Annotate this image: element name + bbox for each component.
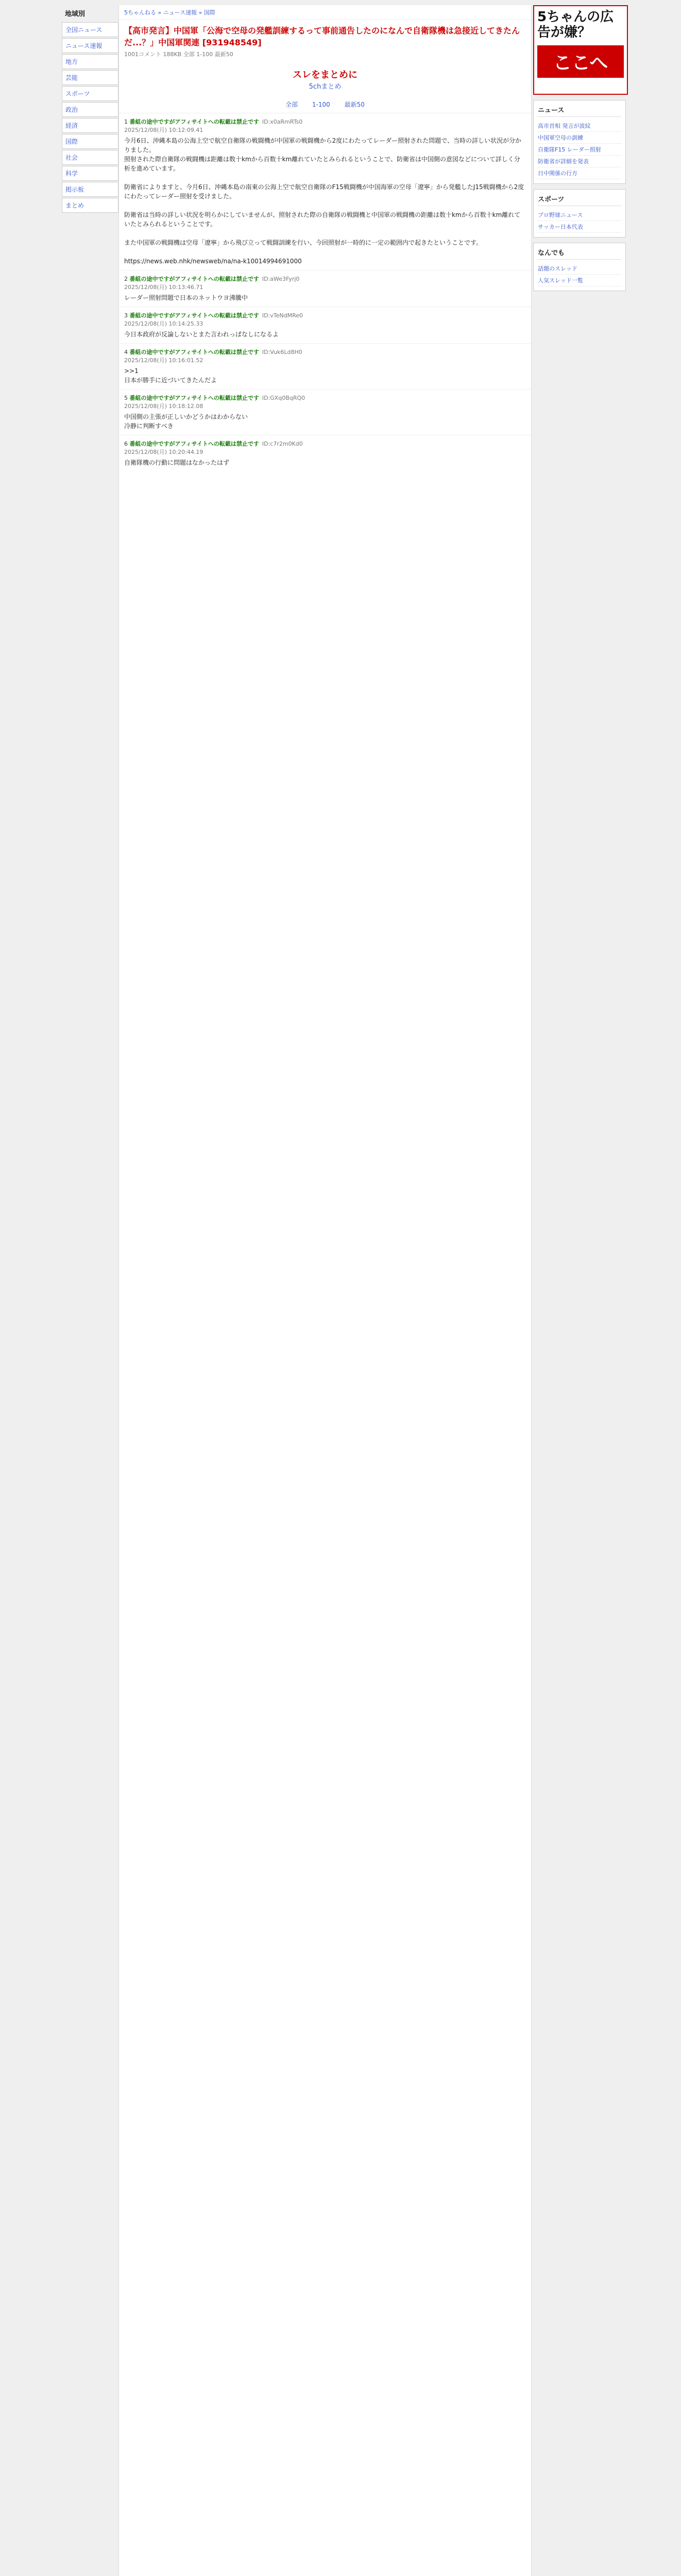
sports-link[interactable]: プロ野球ニュース xyxy=(538,209,621,221)
ad-line1: スレをまとめに xyxy=(293,70,357,80)
news-link[interactable]: 中国軍空母の訓練 xyxy=(538,132,621,144)
left-nav-item[interactable]: 国際 xyxy=(62,134,118,149)
banner-cta[interactable]: ここへ xyxy=(537,45,624,78)
main-content xyxy=(118,5,532,2576)
post-number[interactable]: 5 xyxy=(124,395,130,401)
other-section xyxy=(533,243,626,291)
post xyxy=(119,307,531,343)
post-header xyxy=(124,439,526,448)
post-number[interactable]: 4 xyxy=(124,349,130,355)
left-nav-item[interactable]: ニュース速報 xyxy=(62,38,118,53)
post-date: 2025/12/08(月) 10:14:25.33 xyxy=(124,320,203,327)
left-nav-item[interactable]: まとめ xyxy=(62,198,118,213)
post-number[interactable]: 2 xyxy=(124,276,130,282)
news-link[interactable]: 防衛省が詳細を発表 xyxy=(538,156,621,167)
post-id[interactable]: ID:GXq0BqRQ0 xyxy=(262,395,305,401)
news-link[interactable]: 自衛隊F15 レーダー照射 xyxy=(538,144,621,156)
other-link[interactable]: 人気スレッド一覧 xyxy=(538,275,621,286)
left-nav-item[interactable]: スポーツ xyxy=(62,86,118,101)
post-body: 自衛隊機の行動に問題はなかったはず xyxy=(124,459,230,466)
post-author: 番組の途中ですがアフィサイトへの転載は禁止です xyxy=(129,395,259,401)
post-id[interactable]: ID:aWe3Fyrj0 xyxy=(262,276,300,282)
ad-line2[interactable]: 5chまとめ xyxy=(309,83,342,91)
post-header xyxy=(124,394,526,402)
post xyxy=(119,343,531,389)
news-section xyxy=(533,100,626,184)
nav-first-link[interactable]: 1-100 xyxy=(312,101,330,108)
post-author: 番組の途中ですがアフィサイトへの転載は禁止です xyxy=(129,276,259,282)
post xyxy=(119,113,531,270)
left-nav-item[interactable]: 科学 xyxy=(62,166,118,181)
left-nav-header: 地域別 xyxy=(65,10,86,18)
news-link[interactable]: 高市首相 発言が波紋 xyxy=(538,120,621,132)
sports-link[interactable]: サッカー日本代表 xyxy=(538,221,621,233)
post-date: 2025/12/08(月) 10:13:46.71 xyxy=(124,284,203,291)
post-id[interactable]: ID:c7r2m0Kd0 xyxy=(262,440,303,447)
left-nav-item[interactable]: 全国ニュース xyxy=(62,22,118,37)
other-link[interactable]: 話題のスレッド xyxy=(538,263,621,275)
nav-all-link[interactable]: 全部 xyxy=(285,101,298,108)
left-nav-item[interactable]: 政治 xyxy=(62,102,118,117)
post-id[interactable]: ID:Vuk6Ld8H0 xyxy=(262,349,302,355)
post-date: 2025/12/08(月) 10:12:09.41 xyxy=(124,127,203,133)
post-date: 2025/12/08(月) 10:18:12.08 xyxy=(124,403,203,410)
sports-section xyxy=(533,189,626,238)
banner-text: 5ちゃんの広告が嫌？ xyxy=(537,9,614,40)
post-id[interactable]: ID:x0aRmRTs0 xyxy=(262,118,303,125)
post-body: >>1 日本が勝手に近づいてきたんだよ xyxy=(124,367,217,384)
post-header xyxy=(124,117,526,126)
post xyxy=(119,389,531,435)
post-author: 番組の途中ですがアフィサイトへの転載は禁止です xyxy=(129,440,259,447)
post-body: 今月6日、沖縄本島の公海上空で航空自衛隊の戦闘機が中国軍の戦闘機から2度にわたってレーダー照射された問題で、当時の詳しい状況が分かりました。 照射された際自衛隊の戦闘機は距離は数十kmから百数十km離れていたとみられるということで、防衛省は中国側の意図などについて詳しく分析を進めています。 防衛省によりますと、今月6日、沖縄本島の南東の公海上空で航空自衛隊のF15戦闘機が中国海軍の空母「遼寧」から発艦したJ15戦闘機から2度にわたってレーダー照射を受けました。 防衛省は当時の詳しい状況を明らかにしていませんが、照射された際の自衛隊の戦闘機と中国軍の戦闘機の距離は数十kmから百数十km離れていたとみられるということです。 また中国軍の戦闘機は空母「遼寧」から飛び立って戦闘訓練を行い、今回照射が一時的に一定の範囲内で起きたということです。 https://news.web.nhk/newsweb/na/na-k10014994691000 xyxy=(124,137,524,265)
thread-meta: 1001コメント 188KB 全部 1-100 最新50 xyxy=(124,51,233,58)
post-body: レーダー照射問題で日本のネットウヨ沸騰中 xyxy=(124,294,248,301)
post-header xyxy=(124,311,526,319)
post xyxy=(119,435,531,471)
post-id[interactable]: ID:vTeNdMRe0 xyxy=(262,312,303,319)
left-nav-item[interactable]: 芸能 xyxy=(62,70,118,85)
thread-nav xyxy=(119,96,531,113)
post-number[interactable]: 6 xyxy=(124,440,130,447)
post-number[interactable]: 3 xyxy=(124,312,130,319)
left-nav-item[interactable]: 掲示板 xyxy=(62,182,118,197)
sports-title: スポーツ xyxy=(538,194,621,206)
left-nav xyxy=(62,5,118,214)
left-nav-item[interactable]: 社会 xyxy=(62,150,118,165)
post xyxy=(119,270,531,307)
right-sidebar xyxy=(533,5,626,291)
post-header xyxy=(124,275,526,283)
post-body: 今日本政府が反論しないとまた言われっぱなしになるよ xyxy=(124,331,279,338)
post-author: 番組の途中ですがアフィサイトへの転載は禁止です xyxy=(129,349,259,355)
thread-title: 【高市発言】中国軍「公海で空母の発艦訓練するって事前通告したのになんで自衛隊機は急接近してきたんだ...？」中国軍関連 [931948549] xyxy=(124,26,520,47)
left-nav-item[interactable]: 経済 xyxy=(62,118,118,133)
left-nav-item[interactable]: 地方 xyxy=(62,54,118,69)
post-date: 2025/12/08(月) 10:16:01.52 xyxy=(124,357,203,364)
nav-last-link[interactable]: 最新50 xyxy=(344,101,365,108)
post-number[interactable]: 1 xyxy=(124,118,130,125)
post-body: 中国側の主張が正しいかどうかはわからない 冷静に判断すべき xyxy=(124,413,248,430)
news-link[interactable]: 日中関係の行方 xyxy=(538,167,621,179)
summary-ad[interactable] xyxy=(119,62,531,96)
other-title: なんでも xyxy=(538,247,621,260)
post-date: 2025/12/08(月) 10:20:44.19 xyxy=(124,449,203,455)
post-author: 番組の途中ですがアフィサイトへの転載は禁止です xyxy=(129,312,259,319)
news-title: ニュース xyxy=(538,105,621,117)
post-author: 番組の途中ですがアフィサイトへの転載は禁止です xyxy=(129,118,259,125)
post-header xyxy=(124,348,526,356)
breadcrumb[interactable]: 5ちゃんねる » ニュース速報 » 国際 xyxy=(119,5,531,20)
ad-banner[interactable] xyxy=(533,5,628,95)
